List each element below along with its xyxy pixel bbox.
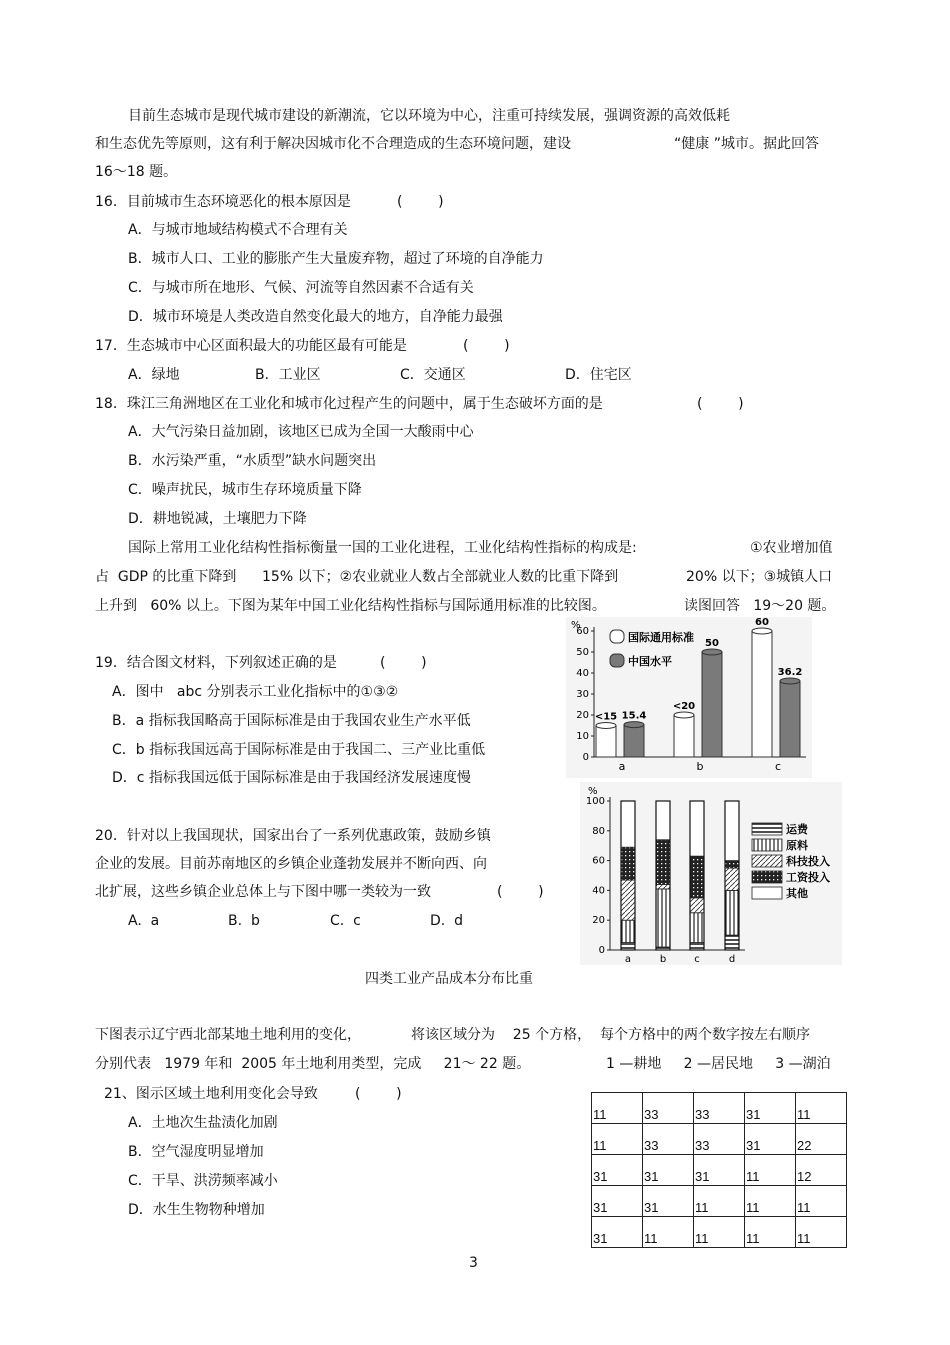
grid-cell: 33 xyxy=(643,1093,694,1124)
q20-option-a: A. a xyxy=(128,913,160,929)
grid-row xyxy=(592,1186,847,1217)
chart1-bar-china xyxy=(702,652,722,757)
chart2-segment xyxy=(621,801,635,847)
chart1-y-tick-label: 20 xyxy=(576,710,589,721)
chart1-bar-intl xyxy=(752,631,772,757)
chart2-segment xyxy=(725,801,739,861)
chart2-segment xyxy=(725,935,739,950)
chart1-bar-china xyxy=(624,725,644,757)
q20-line-3: 北扩展，这些乡镇企业总体上与下图中哪一类较为一致 xyxy=(95,884,431,900)
q18-option-b: B．水污染严重，“水质型”缺水问题突出 xyxy=(128,453,377,469)
chart1-bar-cap xyxy=(624,722,644,728)
chart2-segment xyxy=(725,890,739,935)
legend-swatch-china xyxy=(610,654,624,667)
chart2-x-tick-label: c xyxy=(694,954,700,965)
grid-cell: 11 xyxy=(643,1217,694,1248)
q20-option-b: B. b xyxy=(228,913,260,929)
intro-line-1: 目前生态城市是现代城市建设的新潮流，它以环境为中心，注重可持续发展，强调资源的高效低耗 xyxy=(128,108,730,124)
grid-cell: 11 xyxy=(592,1093,643,1124)
q17-stem: 17．生态城市中心区面积最大的功能区最有可能是 xyxy=(95,338,407,354)
chart2-segment xyxy=(656,889,670,947)
q20-option-c: C. c xyxy=(330,913,361,929)
q21-option-b: B．空气湿度明显增加 xyxy=(128,1144,264,1160)
chart2-legend-label: 工资投入 xyxy=(786,871,830,884)
chart2-x-tick-label: b xyxy=(659,954,667,965)
q16-option-a: A．与城市地域结构模式不合理有关 xyxy=(128,222,348,238)
chart2-segment xyxy=(725,868,739,890)
cost-distribution-chart xyxy=(580,782,842,965)
grid-row xyxy=(592,1217,847,1248)
chart2-caption: 四类工业产品成本分布比重 xyxy=(365,971,533,987)
chart1-y-tick-label: 50 xyxy=(576,647,589,658)
chart2-ylabel: % xyxy=(588,786,598,797)
chart1-data-label: <15 xyxy=(594,711,618,723)
chart2-legend-label: 运费 xyxy=(786,823,808,836)
chart2-legend-label: 原料 xyxy=(786,839,808,852)
intro3-line-2a: 分别代表 1979 年和 2005 年土地利用类型，完成 21～ 22 题。 xyxy=(95,1056,531,1072)
q18-option-d: D．耕地锐减，土壤肥力下降 xyxy=(128,511,307,527)
chart1-x-tick-label: c xyxy=(774,760,782,773)
q18-option-c: C．噪声扰民，城市生存环境质量下降 xyxy=(128,482,362,498)
q16-option-d: D．城市环境是人类改造自然变化最大的地方，自净能力最强 xyxy=(128,309,503,325)
chart1-bar-intl xyxy=(596,726,616,758)
chart1-y-tick-label: 60 xyxy=(576,626,589,637)
intro2-line-3b: 读图回答 19～20 题。 xyxy=(684,598,836,614)
chart1-bar-cap xyxy=(674,712,694,718)
q20-option-d: D. d xyxy=(430,913,464,929)
chart2-legend-label: 科技投入 xyxy=(786,855,830,868)
q21-bracket: ( ) xyxy=(355,1086,402,1102)
q19-bracket: ( ) xyxy=(380,655,427,671)
chart2-legend-swatch xyxy=(752,871,782,883)
chart2-segment xyxy=(690,913,704,943)
grid-cell: 11 xyxy=(745,1186,796,1217)
grid-cell: 11 xyxy=(796,1186,847,1217)
q17-option-d: D．住宅区 xyxy=(565,367,632,383)
q20-bracket: ( ) xyxy=(497,884,544,900)
chart2-y-tick-label: 80 xyxy=(592,825,605,837)
grid-cell: 31 xyxy=(592,1217,643,1248)
chart2-y-tick-label: 60 xyxy=(592,855,605,867)
chart1-y-tick-label: 30 xyxy=(576,689,589,700)
q17-option-a: A．绿地 xyxy=(128,367,180,383)
industrialization-indicator-chart xyxy=(566,617,812,778)
chart2-segment xyxy=(656,801,670,840)
grid-cell: 33 xyxy=(694,1124,745,1155)
chart2-segment xyxy=(690,943,704,950)
chart1-y-tick-label: 40 xyxy=(576,668,589,679)
q19-option-c: C．b 指标我国远高于国际标准是由于我国二、三产业比重低 xyxy=(112,742,486,758)
grid-cell: 31 xyxy=(745,1093,796,1124)
intro3-line-1b: 将该区域分为 25 个方格， 每个方格中的两个数字按左右顺序 xyxy=(411,1027,810,1043)
grid-cell: 11 xyxy=(592,1124,643,1155)
legend-label-intl: 国际通用标准 xyxy=(628,631,694,644)
chart1-y-tick-label: 10 xyxy=(576,731,589,742)
grid-row xyxy=(592,1124,847,1155)
chart2-segment xyxy=(725,861,739,868)
chart1-bar-cap xyxy=(596,723,616,729)
chart2-segment xyxy=(621,920,635,942)
chart2-legend-label: 其他 xyxy=(786,887,808,900)
q19-option-d: D．c 指标我国远低于国际标准是由于我国经济发展速度慢 xyxy=(112,770,471,786)
q20-line-1: 20．针对以上我国现状，国家出台了一系列优惠政策，鼓励乡镇 xyxy=(95,828,491,844)
grid-cell: 31 xyxy=(643,1186,694,1217)
q21-option-a: A．土地次生盐渍化加剧 xyxy=(128,1115,278,1131)
chart2-segment xyxy=(621,847,635,880)
intro2-line-2c: 20% 以下；③城镇人口 xyxy=(686,569,833,585)
chart1-bar-cap xyxy=(752,628,772,634)
chart1-bar-intl xyxy=(674,715,694,757)
chart2-y-tick-label: 100 xyxy=(585,796,605,807)
grid-cell: 33 xyxy=(694,1093,745,1124)
intro2-line-1a: 国际上常用工业化结构性指标衡量一国的工业化进程，工业化结构性指标的构成是: xyxy=(128,540,637,556)
chart1-data-label: 36.2 xyxy=(777,666,803,678)
chart2-legend-swatch xyxy=(752,823,782,835)
chart2-segment xyxy=(621,880,635,920)
chart2-y-tick-label: 0 xyxy=(598,945,605,956)
q21-option-c: C．干旱、洪涝频率减小 xyxy=(128,1173,278,1189)
q19-option-a: A．图中 abc 分别表示工业化指标中的①③② xyxy=(112,684,399,700)
intro-line-3: 16～18 题。 xyxy=(95,164,178,180)
q18-stem: 18．珠江三角洲地区在工业化和城市化过程产生的问题中，属于生态破坏方面的是 xyxy=(95,396,603,412)
grid-cell: 31 xyxy=(643,1155,694,1186)
chart2-segment xyxy=(656,840,670,885)
chart1-bar-cap xyxy=(780,678,800,684)
chart1-data-label: 15.4 xyxy=(621,710,647,722)
q19-stem: 19．结合图文材料，下列叙述正确的是 xyxy=(95,655,337,671)
chart2-y-tick-label: 20 xyxy=(592,915,605,927)
chart1-x-tick-label: a xyxy=(618,760,626,773)
intro2-line-3a: 上升到 60% 以上。下图为某年中国工业化结构性指标与国际通用标准的比较图。 xyxy=(95,598,606,614)
intro2-line-2a: 占 GDP 的比重下降到 xyxy=(95,569,237,585)
grid-cell: 11 xyxy=(745,1217,796,1248)
chart2-x-tick-label: a xyxy=(624,954,632,965)
chart1-bar-cap xyxy=(702,649,722,655)
grid-cell: 31 xyxy=(745,1124,796,1155)
q16-option-c: C．与城市所在地形、气候、河流等自然因素不合适有关 xyxy=(128,280,474,296)
grid-cell: 22 xyxy=(796,1124,847,1155)
grid-cell: 11 xyxy=(796,1093,847,1124)
q21-stem: 21、图示区域土地利用变化会导致 xyxy=(104,1086,318,1102)
chart2-y-tick-label: 40 xyxy=(592,885,605,897)
intro2-line-1b: ①农业增加值 xyxy=(750,540,833,556)
q21-option-d: D．水生生物物种增加 xyxy=(128,1202,265,1218)
land-use-grid xyxy=(591,1092,847,1248)
q19-option-b: B．a 指标我国略高于国际标准是由于我国农业生产水平低 xyxy=(112,713,471,729)
intro-line-2a: 和生态优先等原则，这有利于解决因城市化不合理造成的生态环境问题，建设 xyxy=(95,136,571,152)
q20-line-2: 企业的发展。目前苏南地区的乡镇企业蓬勃发展并不断向西、向 xyxy=(95,856,487,872)
chart1-bar-china xyxy=(780,681,800,757)
chart2-x-tick-label: d xyxy=(728,954,736,965)
intro3-line-1a: 下图表示辽宁西北部某地土地利用的变化， xyxy=(95,1027,361,1043)
grid-cell: 31 xyxy=(592,1186,643,1217)
chart2-segment xyxy=(690,898,704,913)
q16-bracket: ( ) xyxy=(397,194,444,210)
grid-cell: 31 xyxy=(592,1155,643,1186)
grid-cell: 11 xyxy=(694,1186,745,1217)
intro3-line-2b: 1 —耕地 2 —居民地 3 —湖泊 xyxy=(606,1056,831,1072)
chart2-legend-swatch xyxy=(752,855,782,867)
chart1-ylabel: % xyxy=(571,620,581,631)
chart1-data-label: 60 xyxy=(755,617,769,628)
grid-cell: 11 xyxy=(694,1217,745,1248)
page-number: 3 xyxy=(469,1255,478,1271)
grid-row xyxy=(592,1155,847,1186)
q16-option-b: B．城市人口、工业的膨胀产生大量废弃物，超过了环境的自净能力 xyxy=(128,251,544,267)
grid-cell: 11 xyxy=(796,1217,847,1248)
chart2-segment xyxy=(621,943,635,950)
chart1-y-tick-label: 0 xyxy=(582,752,589,763)
intro2-line-2b: 15% 以下；②农业就业人数占全部就业人数的比重下降到 xyxy=(262,569,619,585)
q18-option-a: A．大气污染日益加剧，该地区已成为全国一大酸雨中心 xyxy=(128,424,474,440)
chart2-legend-swatch xyxy=(752,839,782,851)
grid-cell: 11 xyxy=(745,1155,796,1186)
legend-label-china: 中国水平 xyxy=(628,655,672,668)
legend-swatch-intl xyxy=(610,630,624,643)
grid-cell: 33 xyxy=(643,1124,694,1155)
chart1-data-label: 50 xyxy=(705,638,719,649)
grid-row xyxy=(592,1093,847,1124)
chart2-segment xyxy=(690,801,704,856)
grid-cell: 31 xyxy=(694,1155,745,1186)
grid-cell: 12 xyxy=(796,1155,847,1186)
intro-line-2b: “健康 ”城市。据此回答 xyxy=(674,136,819,152)
q17-option-c: C．交通区 xyxy=(400,367,466,383)
chart2-segment xyxy=(656,884,670,888)
chart2-legend-swatch xyxy=(752,887,782,899)
q18-bracket: ( ) xyxy=(697,396,744,412)
chart1-data-label: <20 xyxy=(672,701,696,712)
q17-bracket: ( ) xyxy=(463,338,510,354)
chart2-segment xyxy=(690,856,704,898)
q16-stem: 16．目前城市生态环境恶化的根本原因是 xyxy=(95,194,351,210)
chart1-x-tick-label: b xyxy=(696,760,704,773)
q17-option-b: B．工业区 xyxy=(255,367,321,383)
